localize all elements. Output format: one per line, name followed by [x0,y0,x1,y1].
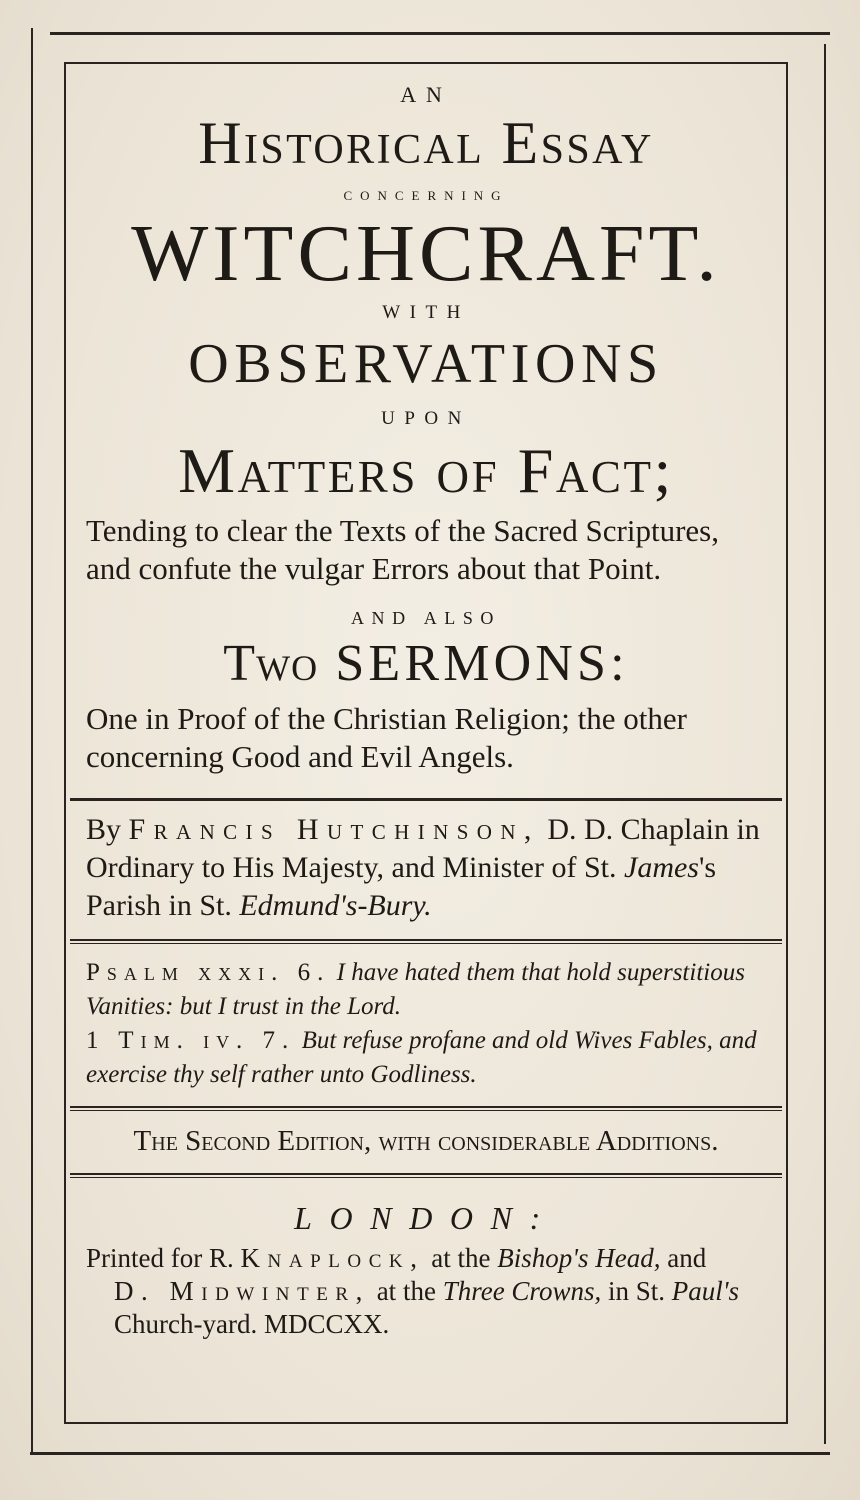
title-two-sermons [66,634,786,694]
sign-bishops-head: Bishop's Head, [497,1243,661,1273]
psalm-quote: I have hated them that hold superstitious Vanities: but I trust in the Lord. [86,959,745,1020]
author-title: D. D. Chaplain in Ordinary to His Majesty, and Minister of St. [86,813,760,884]
at-the-1: at the [431,1243,491,1273]
outer-rule-top [50,32,830,35]
imprint-line-3 [86,1308,770,1341]
imprint-city: LONDON: [294,1200,558,1236]
rule-above-edition [70,1106,782,1111]
rule-above-epigraphs [70,939,782,944]
outer-rule-right [824,44,826,1444]
rule-above-author [70,798,782,801]
printed-for: Printed for R. [86,1243,234,1273]
churchyard: Church-yard. [114,1309,258,1339]
title-page [66,64,786,1341]
word-concerning: concerning [343,184,509,205]
word-sermons: SERMONS: [335,635,629,692]
rule-below-edition [70,1173,782,1178]
author-james: James [624,851,699,884]
pauls: Paul's [671,1276,740,1306]
title-historical-essay: Historical Essay [198,110,654,176]
epigraph-timothy [86,1024,770,1092]
timothy-citation: 1 Tim. iv. 7. [86,1027,296,1054]
outer-rule-bottom [30,1452,830,1455]
purpose-statement: Tending to clear the Texts of the Sacred Scriptures, and confute the vulgar Errors about that Point. [86,513,719,586]
word-and: and [667,1243,707,1273]
epigraphs [66,956,786,1092]
author-name: Francis Hutchinson, [128,813,540,846]
imprint-year: MDCCXX. [263,1309,390,1339]
word-two: Two [223,635,319,692]
in-st: in St. [607,1276,665,1306]
edition-statement: The Second Edition, with considerable Additions. [133,1125,719,1157]
sermons-description: One in Proof of the Christian Religion; the other concerning Good and Evil Angels. [86,701,687,774]
at-the-2: at the [376,1276,436,1306]
timothy-quote: But refuse profane and old Wives Fables, and exercise thy self rather unto Godliness. [86,1027,757,1088]
author-statement [66,811,786,925]
author-place: Edmund's-Bury. [239,889,432,922]
word-upon: UPON [381,408,471,429]
imprint [66,1242,786,1341]
printer-knaplock: Knaplock, [240,1243,425,1273]
word-with: WITH [382,302,470,323]
epigraph-psalm [86,956,770,1024]
title-observations: OBSERVATIONS [188,333,664,395]
sign-three-crowns: Three Crowns, [442,1276,602,1306]
psalm-citation: Psalm xxxi. 6. [86,959,331,986]
outer-rule-left [31,28,33,1453]
printer-midwinter: D. Midwinter, [114,1276,370,1306]
title-matters-of-fact: Matters of Fact; [178,435,674,506]
imprint-line-2 [86,1275,770,1308]
and-also: AND ALSO [351,608,501,628]
title-witchcraft: WITCHCRAFT. [131,210,721,298]
author-by: By [86,813,122,846]
article-an: AN [400,82,452,107]
author-parish: 's Parish in St. [86,851,717,922]
